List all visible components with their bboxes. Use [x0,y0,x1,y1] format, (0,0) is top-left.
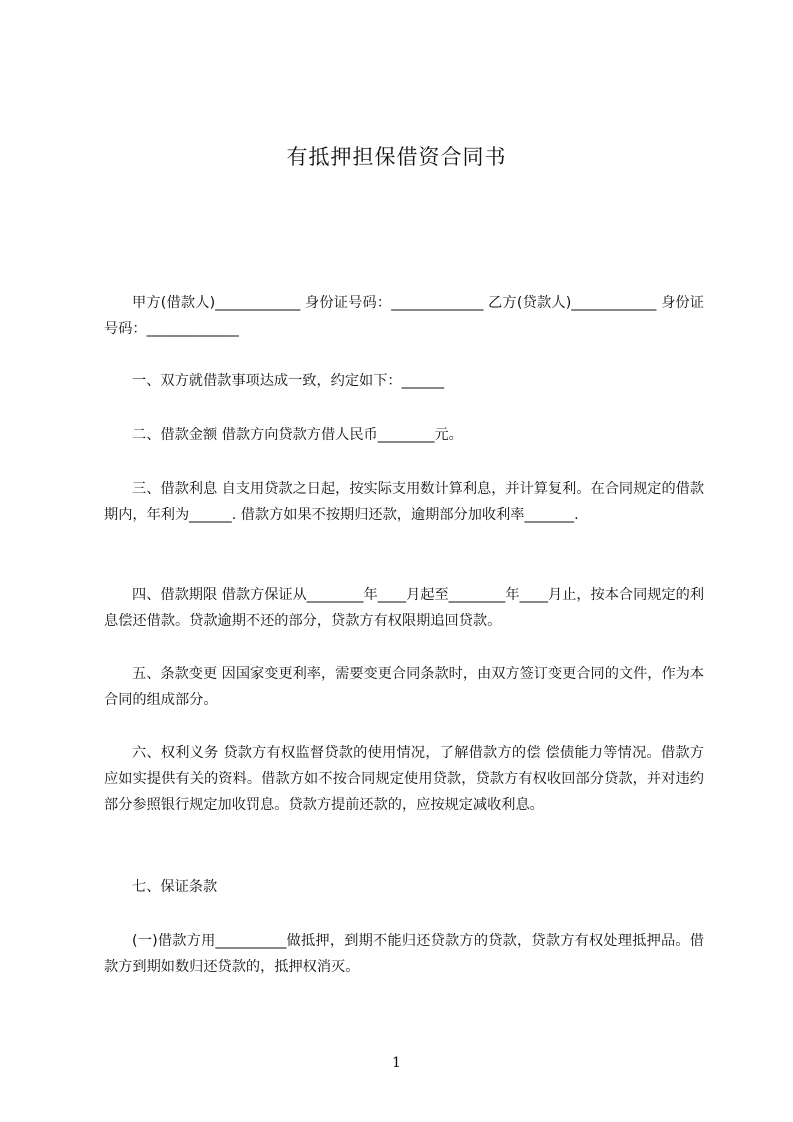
document-title: 有抵押担保借资合同书 [286,145,507,169]
page-number: 1 [392,1055,401,1071]
clause-5: 五、条款变更 因国家变更利率，需要变更合同条款时，由双方签订变更合同的文件，作为本合同的组成部分。 [104,666,705,708]
clause-7: 七、保证条款 [132,879,218,895]
clause-1: 一、双方就借款事项达成一致，约定如下：______ [132,373,445,389]
clause-7-1: (一)借款方用__________做抵押，到期不能归还贷款方的贷款，贷款方有权处理抵押品。借款方到期如数归还贷款的，抵押权消灭。 [104,933,704,975]
clause-3: 三、借款利息 自支用贷款之日起，按实际支用数计算利息，并计算复利。在合同规定的借款期内，年利为______. 借款方如果不按期归还款，逾期部分加收利率_______. [104,481,705,523]
clause-4: 四、借款期限 借款方保证从________年____月起至________年____月止，按本合同规定的利息偿还借款。贷款逾期不还的部分，贷款方有权限期追回贷款。 [104,587,705,629]
clause-6: 六、权利义务 贷款方有权监督贷款的使用情况，了解借款方的偿 偿债能力等情况。借款方应如实提供有关的资料。借款方如不按合同规定使用贷款，贷款方有权收回部分贷款，并对违约部分参照银行规定加收罚息。贷款方提前还款的，应按规定减收利息。 [104,745,704,813]
parties-paragraph: 甲方(借款人)____________ 身份证号码：_____________ 乙方(贷款人)____________ 身份证号码：_____________ [104,295,704,337]
clause-2: 二、借款金额 借款方向贷款方借人民币________元。 [132,427,463,443]
